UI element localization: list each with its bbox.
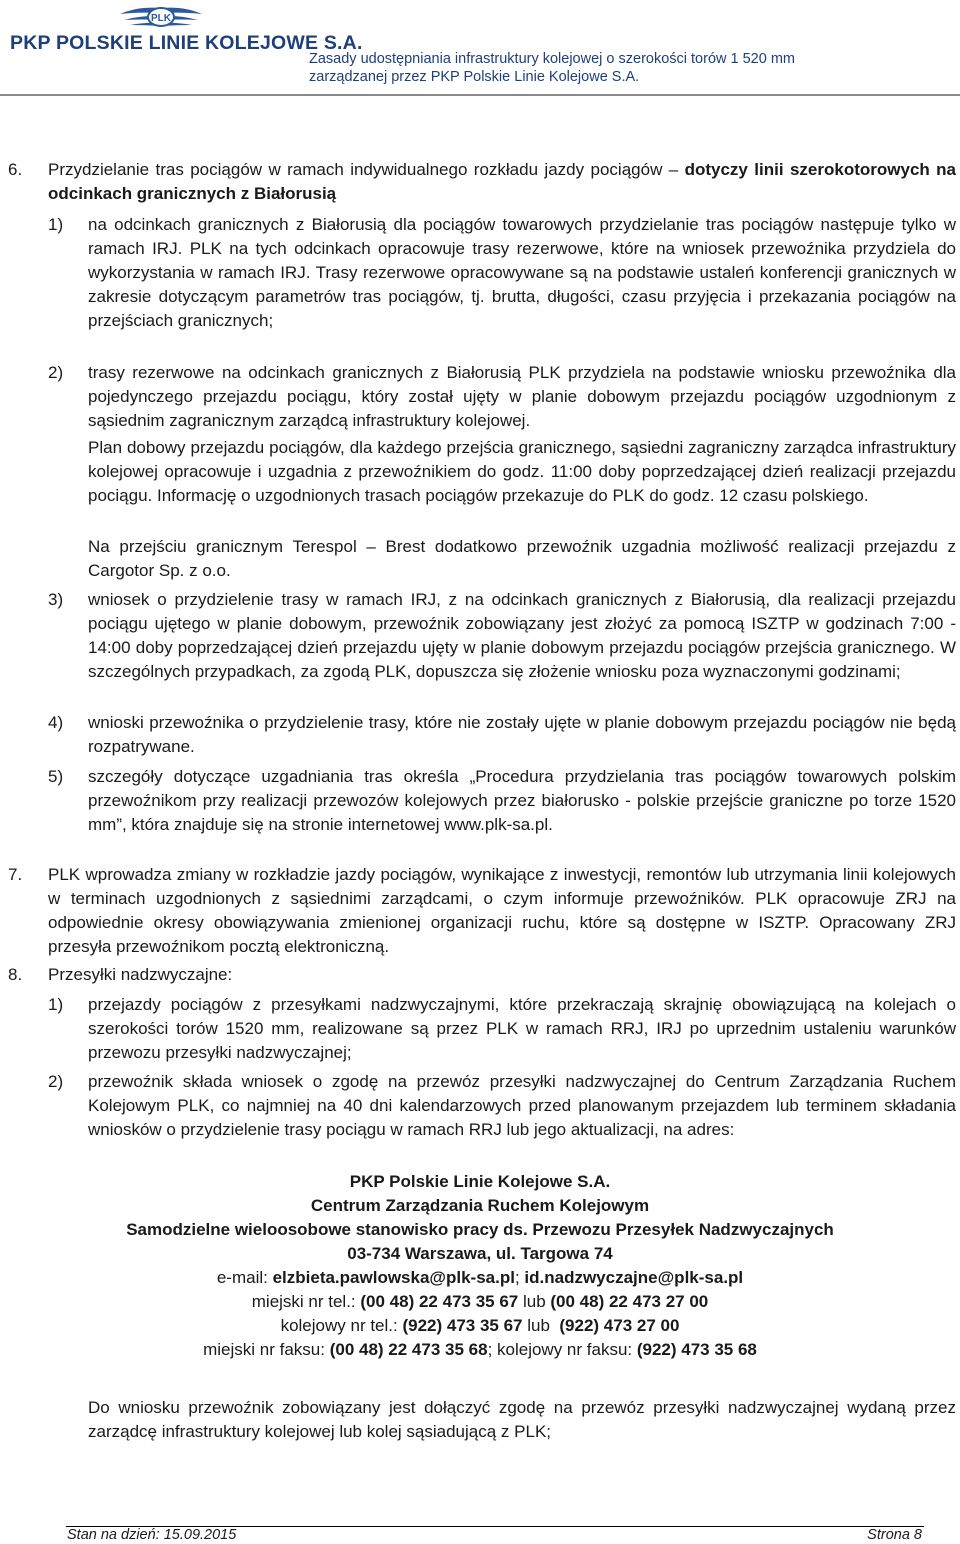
header-divider bbox=[0, 94, 960, 96]
phone-or: lub bbox=[522, 1316, 560, 1335]
fax-number: (922) 473 35 68 bbox=[636, 1340, 757, 1359]
list-item-number: 4) bbox=[48, 713, 64, 732]
list-item-number: 2) bbox=[48, 363, 64, 382]
list-item bbox=[48, 711, 956, 759]
list-item-number: 1) bbox=[48, 995, 64, 1014]
email-separator: ; bbox=[514, 1268, 525, 1287]
list-item-text: przewoźnik składa wniosek o zgodę na przewóz przesyłki nadzwyczajnej do Centrum Zarządzania Ruchem Kolejowym PLK, co najmniej na 40 dni kalendarzowych przed planowanym przejazdem lub terminem składania wniosków o przydzielenie trasy pociągu w ramach RRJ lub jego aktualizacji, na adres: bbox=[88, 1072, 956, 1139]
address-line-rail-phone bbox=[0, 1314, 960, 1338]
phone-number: (922) 473 27 00 bbox=[559, 1316, 680, 1335]
list-item-number: 3) bbox=[48, 590, 64, 609]
address-street: 03-734 Warszawa, ul. Targowa 74 bbox=[347, 1244, 613, 1263]
fax-number: (00 48) 22 473 35 68 bbox=[329, 1340, 488, 1359]
address-department: Centrum Zarządzania Ruchem Kolejowym bbox=[310, 1196, 650, 1215]
address-line-city-phone bbox=[0, 1290, 960, 1314]
header-subtitle-line1: Zasady udostępniania infrastruktury kolejowej o szerokości torów 1 520 mm bbox=[309, 51, 795, 67]
address-line-unit bbox=[0, 1218, 960, 1242]
footer-date: Stan na dzień: 15.09.2015 bbox=[67, 1527, 237, 1543]
list-item-text: wnioski przewoźnika o przydzielenie trasy, które nie zostały ujęte w planie dobowym przejazdu pociągów nie będą rozpatrywane. bbox=[88, 713, 956, 756]
phone-number: (00 48) 22 473 27 00 bbox=[550, 1292, 709, 1311]
plk-logo-icon bbox=[118, 4, 204, 34]
phone-or: lub bbox=[518, 1292, 551, 1311]
fax-separator: ; kolejowy nr faksu: bbox=[487, 1340, 637, 1359]
list-item bbox=[48, 993, 956, 1065]
paragraph-text: Na przejściu granicznym Terespol – Brest dodatkowo przewoźnik uzgadnia możliwość realizacji przejazdu z Cargotor Sp. z o.o. bbox=[88, 537, 956, 580]
section-7 bbox=[8, 863, 956, 959]
list-item bbox=[48, 213, 956, 333]
email-link[interactable]: elzbieta.pawlowska@plk-sa.pl bbox=[272, 1268, 515, 1287]
section-6 bbox=[8, 158, 956, 206]
section-title-text: Przydzielanie tras pociągów w ramach indywidualnego rozkładu jazdy pociągów – bbox=[48, 160, 685, 179]
paragraph bbox=[88, 436, 956, 508]
phone-label: miejski nr tel.: bbox=[251, 1292, 361, 1311]
address-company: PKP Polskie Linie Kolejowe S.A. bbox=[349, 1172, 611, 1191]
closing-paragraph bbox=[88, 1396, 956, 1444]
paragraph bbox=[88, 535, 956, 583]
email-link[interactable]: id.nadzwyczajne@plk-sa.pl bbox=[524, 1268, 744, 1287]
list-item-text: wniosek o przydzielenie trasy w ramach IRJ, z na odcinkach granicznych z Białorusią, dla realizacji przejazdu pociągu ujętego w planie dobowym, przewoźnik zobowiązany jest złożyć za pomocą ISZTP w godzinach 7:00 - 14:00 doby poprzedzającej dzień przejazdu ujęty w planie dobowym przejazdu pociągów przejścia granicznego. W szczególnych przypadkach, za zgodą PLK, dopuszcza się złożenie wniosku poza wyznaczonymi godzinami; bbox=[88, 590, 956, 681]
list-item-number: 2) bbox=[48, 1072, 64, 1091]
paragraph-text: Do wniosku przewoźnik zobowiązany jest dołączyć zgodę na przewóz przesyłki nadzwyczajnej wydaną przez zarządcę infrastruktury kolejowej lub kolej sąsiadującą z PLK; bbox=[88, 1398, 956, 1441]
section-6-title bbox=[48, 158, 956, 206]
list-item-number: 1) bbox=[48, 215, 64, 234]
page-header bbox=[0, 0, 960, 96]
section-8 bbox=[8, 963, 956, 987]
section-title-bold: dotyczy linii bbox=[684, 160, 784, 179]
list-item bbox=[48, 765, 956, 837]
section-number: 6. bbox=[8, 160, 23, 179]
paragraph-text: Plan dobowy przejazdu pociągów, dla każdego przejścia granicznego, sąsiedni zagraniczny zarządca infrastruktury kolejowej opracowuje i uzgadnia z przewoźnikiem do godz. 11:00 doby poprzedzającej dzień realizacji przejazdu pociągu. Informację o uzgodnionych trasach pociągów przekazuje do PLK do godz. 12 czasu polskiego. bbox=[88, 438, 956, 505]
address-line-center bbox=[0, 1194, 960, 1218]
list-item-number: 5) bbox=[48, 767, 64, 786]
phone-label: kolejowy nr tel.: bbox=[280, 1316, 403, 1335]
list-item bbox=[48, 361, 956, 433]
address-line-company bbox=[0, 1170, 960, 1194]
brand-name: PKP POLSKIE LINIE KOLEJOWE S.A. bbox=[10, 32, 363, 54]
address-line-fax bbox=[0, 1338, 960, 1362]
address-line-email bbox=[0, 1266, 960, 1290]
list-item-text: przejazdy pociągów z przesyłkami nadzwyczajnymi, które przekraczają skrajnię obowiązującą na kolejach o szerokości torów 1520 mm, realizowane są przez PLK w ramach RRJ, IRJ po uprzednim ustaleniu warunków przewozu przesyłki nadzwyczajnej; bbox=[88, 995, 956, 1062]
phone-number: (00 48) 22 473 35 67 bbox=[360, 1292, 519, 1311]
address-unit: Samodzielne wieloosobowe stanowisko pracy ds. Przewozu Przesyłek Nadzwyczajnych bbox=[126, 1220, 834, 1239]
section-number: 7. bbox=[8, 865, 23, 884]
list-item-text: na odcinkach granicznych z Białorusią dla pociągów towarowych przydzielanie tras pociągów następuje tylko w ramach IRJ. PLK na tych odcinkach opracowuje trasy rezerwowe, które na wniosek przewoźnika przydziela do wykorzystania w ramach IRJ. Trasy rezerwowe opracowywane są na podstawie ustaleń konferencji granicznych w zakresie dotyczącym parametrów tras pociągów, tj. brutta, długości, czasu przyjęcia i przekazania pociągów na przejściach granicznych; bbox=[88, 215, 956, 330]
list-item-text: trasy rezerwowe na odcinkach granicznych z Białorusią PLK przydziela na podstawie wniosku przewoźnika dla pojedynczego przejazdu pociągu, który został ujęty w planie dobowym przejazdu pociągów uzgodnionym z sąsiednim zagranicznym zarządcą infrastruktury kolejowej. bbox=[88, 363, 956, 430]
list-item bbox=[48, 1070, 956, 1142]
list-item-text: szczegóły dotyczące uzgadniania tras określa „Procedura przydzielania tras pociągów towarowych polskim przewoźnikom przy realizacji przewozów kolejowych przez białorusko - polskie przejście graniczne po torze 1520 mm”, która znajduje się na stronie internetowej www.plk-sa.pl. bbox=[88, 767, 956, 834]
section-number: 8. bbox=[8, 965, 23, 984]
page-number: Strona 8 bbox=[867, 1527, 922, 1543]
list-item bbox=[48, 588, 956, 684]
section-7-text: PLK wprowadza zmiany w rozkładzie jazdy pociągów, wynikające z inwestycji, remontów lub utrzymania linii kolejowych w terminach uzgodnionych z sąsiednimi zarządcami, o czym informuje przewoźników. PLK opracowuje ZRJ na odpowiednie okresy obowiązywania zmienionej organizacji ruchu, które są dostępne w ISZTP. Opracowany ZRJ przesyła przewoźnikom pocztą elektroniczną. bbox=[48, 865, 956, 956]
phone-number: (922) 473 35 67 bbox=[402, 1316, 523, 1335]
section-title-bold-cont: szerokotorowych na odcinkach granicznych z Białorusią bbox=[48, 160, 957, 203]
section-8-title: Przesyłki nadzwyczajne: bbox=[48, 965, 233, 984]
fax-label: miejski nr faksu: bbox=[203, 1340, 330, 1359]
address-line-street bbox=[0, 1242, 960, 1266]
email-label: e-mail: bbox=[216, 1268, 273, 1287]
header-subtitle-line2: zarządzanej przez PKP Polskie Linie Kolejowe S.A. bbox=[309, 69, 640, 85]
logo-text: PLK bbox=[151, 13, 171, 24]
